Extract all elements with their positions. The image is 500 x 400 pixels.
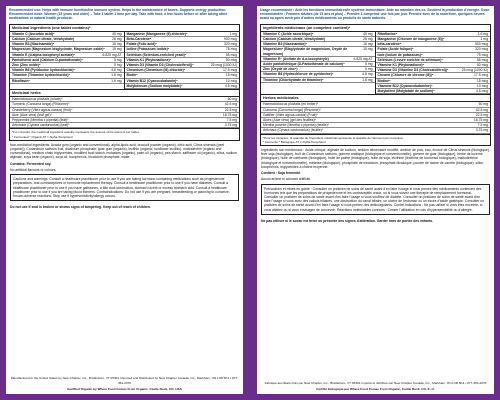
nutrient-amount: 15 mcg [225,73,237,78]
nutrient-amount: 1.6 mg [362,77,373,82]
usage-recommande [257,6,494,23]
ingredients-box [9,24,240,141]
french-label-panel [257,6,494,394]
herb-name: Turmeric (Curcuma longa) (Rhizome)⁶ [12,102,70,107]
non-medicinal-ingredients: Non-medicinal ingredients: Acacia gum (organic and conventional), alpha-lipoic acid, broccoli powder (organic), citric acid, Citrus sinensis (peel (organic)), Coriandrum sativum fruit, dicalcium phosphate, guar gum (organic), lecithin (organic, sunflower lecithin), maltodextrin (organic and conventional), medium chain triglycerides, modified food starch, molasses (organic), palm oil (organic), pea starch, safflower oil (organic), silica, sodium alginate, soya bean (organic), soya oil, tocopherols, tricalcium phosphate, water. [10,142,238,160]
herb-amount: 3.75 mg [475,128,488,133]
nutrient-name: Vitamine B3 (Niacinamide)⁶ [263,42,308,47]
herb-amount: 18.75 mg [222,112,237,117]
nutrient-name: Chrome (Chlorure de chrome (III))⁶ [377,73,434,78]
herb-amount: 7.5 mg [477,123,488,128]
herb-amount: 22.5 mg [475,112,488,117]
nutrient-amount: 900 mcg [223,37,237,42]
nutrient-name: Magnesium (Magnesium bisglycinate, Magnesium oxide)⁶ [12,47,105,52]
herb-name: Haematococcus pluvialis (en entier)⁶ [263,102,319,107]
nutrient-amount: 320 mcg [223,42,237,47]
nutrient-amount: 16 mg [112,42,122,47]
nutrient-name: Vitamin K1 (Phytonadione)⁶ [126,57,172,62]
manufacturer-text: Manufactured in the United States by New Chapter, Inc., Brattleboro, VT 05301 Imported and Distributed by New Chapter Canada, Inc., Markham, ON L3R 5K4 • 877-354-2076 [10,376,239,385]
nutrient-name: Thiamine (Chlorhydrate de thiamine)⁶ [263,77,324,82]
footnote-text-fr: *Pour les minéraux, la quantité de l'ingrédient médicinal représente la quantité de l'élément par comprimé. [263,135,404,140]
herb-amount: 18.75 mg [473,118,488,123]
organic-certification: Certified Organic by Where Food Comes From Organic, Castle Rock, CO, USA [67,386,182,391]
nutrient-amount: 50 mcg [225,57,237,62]
nutrient-name: Calcium (Calcium citrate, tetrahydrate) [12,37,75,42]
nutrient-name: Vitamin B12 (Cyanocobalamin)⁶ [126,78,178,83]
nutrient-name: Vitamine C (Acide ascorbique)⁶ [263,31,314,36]
nutrient-amount: 15 mg [112,47,122,52]
nutrient-amount: 45 mg [363,31,373,36]
cautions-box-fr: Précautions et mises en garde : Consulter un praticien de soins de santé avant d'en faire l'usage si vous prenez des médicaments contenant des hormones tels que les préparations de progestérone et les contraceptifs oraux, ou si vous suivez une thérapie de remplacement hormonal. Consulter un praticien de soins de santé avant d'en faire l'usage si vous souffrez de diabète. Consulter un praticien de soins de santé avant d'en faire l'usage si vous avez des calculs biliaires, une obstruction du canal biliaire, un ulcère de l'estomac ou un excès d'acide gastrique. Consulter un praticien de soins de santé avant d'en faire l'usage si vous prenez des anticoagulants. Contre-indications : Ne pas utiliser si vous êtes enceinte, si vous allaitez ou si vous envisagez de concevoir. Réactions indésirables connues : Cesser l'utilisation en cas d'hypersensibilité ou d'allergie. [261,184,490,215]
nutrient-name: Chromium (Chromium (III) chloride)⁶ [126,68,186,73]
nutrient-name: Zinc (Oxyde de zinc⁶) [263,67,298,72]
non-medicinal-ingredients-fr: Ingrédients non médicinaux : Acide citrique, alginate de sodium, amidon alimentaire modifié, amidon de pois, eau, écorce de Citrus sinensis (biologique), fève soja (biologique), fruit de Coriandrum sativum, gomme arabique (biologique et conventionnelle), gomme de guar (biologique), herbe de luzerne (biologique), huile de carthame (biologique), huile de palme (biologique), huile de soja, lécithine (lécithine de tournesol biologique), maltodextrine (biologique et conventionnelle), mélasse (biologique), phosphate de tricalcium, phosphate dicalcique, poudre de racine de carotte (biologique), silice, tocophérols, triglycérides à chaîne moyenne. [261,148,490,169]
ingredients-box-fr [260,24,491,146]
seal-warning-fr: Ne pas utiliser si le sceau est brisé ou présente des signes d'altération. Garder hors de portée des enfants. [261,218,434,223]
herb-name: Curcuma (Curcuma longa) (Rhizome)⁶ [263,107,321,112]
herb-name: Peppermint (Mentha x piperita) (leaf)⁶ [12,118,69,123]
nutrient-name: Vitamine E⁶ (Acétate de d-α-tocophéryle) [263,56,329,61]
contains-statement-fr: Contient : Soja fermenté. [261,171,302,176]
nutrient-name: Molybdène (Molybdate de sodium)⁶ [377,89,435,94]
nutrient-name: bêta-carotène⁶ [377,42,402,47]
nutrient-amount: 4.8 mg [362,72,373,77]
nutrient-amount: 17.5 mcg [223,68,237,73]
nutrient-amount: 6.825 mg AT [102,52,122,57]
nutrient-amount: 10 mcg [476,83,488,88]
usage-recommande-text: Usage recommandé : Aide les fonctions immunitaires/le système immunitaire. Aide au maintien des os. Soutient la production d'énergie. Dose recommandée : Femmes adultes (de 15 ans et plus) – Prendre 1 comprimé une fois par jour. Prendre avec de la nourriture, quelques heures avant ou après avoir pris d'autres médicaments ou produits de santé naturels. [260,8,490,21]
nutrient-name: Sélénium (Levure enrichie de sélénium)⁶ [377,57,443,62]
ingredients-title: Medicinal Ingredients (one tablet contains)* [10,25,239,32]
nutrient-name: Vitamin E (d-alpha tocopheryl acetate)⁶ [12,52,76,57]
herb-amount: 3.75 mg [224,123,237,128]
nutrient-name: Biotin⁶ [126,73,138,78]
nutrient-row [10,79,124,84]
nutrient-name: Vitamine B12 (Cyanocobalamine)⁶ [377,83,433,88]
nutrient-name: Vitamin D3 (Vitamin D3 (Cholecalciferol))⁶ [126,63,194,68]
manufacturer-block-fr [257,381,494,391]
nutrient-amount: 17.5 mcg [474,73,488,78]
nutrient-name: Manganese (Manganese (II) chloride)⁶ [126,31,188,36]
herb-amount: 60 mg [478,102,488,107]
recommended-use [6,6,243,23]
nutrient-name: Vitamine D3 (Vitamine D3 (Cholécalciférol))⁶ [377,68,449,73]
footnote-fr [261,134,490,145]
no-artificial-statement: No artificial flavours or colours. [10,167,57,172]
nutrient-amount: 55 mcg [476,57,488,62]
nutrient-name: Zinc (Zinc oxide)⁶ [12,63,41,68]
herb-amount: 60 mg [227,97,237,102]
herb-list [10,97,239,128]
nutrient-amount: 10 mcg [225,78,237,83]
nutrient-amount: 55 mcg [225,52,237,57]
nutrient-name: Acide pantothénique (D-Pantothénate de calcium)⁶ [263,62,345,67]
footnote-legend: ⁶ Fermented ⁶ Organic AT = Alpha-Tocopherol [12,134,73,139]
nutrient-amount: 1 mg [229,31,237,36]
nutrient-name: Beta-Carotene⁶ [126,37,152,42]
nutrient-amount: 1.6 mg [111,78,122,83]
nutrient-name: Biotine⁶ [377,78,391,83]
nutrient-amount: 5 mg [113,57,122,62]
footnote-text: *For minerals, the medicinal ingredient quantity represents the amount of the element per tablet. [12,130,140,135]
nutrient-column-right [125,32,240,89]
nutrient-name: Thiamine (Thiamine hydrochloride)⁶ [12,73,71,78]
nutrient-amount: 1.6 mg [477,31,488,36]
nutrient-name: Magnésium⁶ (Bisglycinate de magnésium, Oxyde de magnésium) [263,47,348,56]
herb-name: Aloès (Aloe vera) (gel des feuilles)⁶ [263,118,317,123]
herb-name: Artichaut (Cynara cardunculus) (feuille)⁶ [263,128,324,133]
nutrient-name: Vitamin B3 (Niacinamide)⁶ [12,42,55,47]
manufacturer-block [6,376,243,391]
herb-name: Haematococcus pluvialis (whole)⁶ [12,97,63,102]
nutrient-amount: 50 mcg [476,63,488,68]
nutrient-amount: 5 mg [113,63,122,68]
herb-amount: 42.5 mg [224,102,237,107]
nutrient-amount: 4.8 mg [111,68,122,73]
herb-name: Menthe poivrée (Mentha x piperita) (feuille)⁶ [263,123,330,128]
herb-amount: 42.5 mg [475,107,488,112]
no-artificial-statement-fr: Aucun arôme ni colorant artificiel. [261,177,312,182]
manufacturer-text-fr: Fabriqué aux États-Unis par New Chapter, Inc., Brattleboro, VT 05301 Importé et distribué par New Chapter Canada, Inc., Markham, ON L3R 5K4 • 877-354-2076 [264,380,487,385]
organic-certification-fr: Certifié biologique par Where Food Comes From Organic, Castle Rock, CO, É.-U. [316,386,435,391]
nutrient-name: Manganèse (Chlorure de manganèse (II))⁶ [377,37,445,42]
nutrient-name: Iodine (Potassium iodide)⁶ [126,47,170,52]
nutrient-amount: 320 mcg [474,47,488,52]
herb-name: Chasteberry (Vitex agnus-castus) (fruit)⁶ [12,107,73,112]
nutrient-name: Riboflavin⁶ [12,78,30,83]
nutrient-amount: 26 mg [363,37,373,42]
nutrient-name: Vitamin C (Ascorbic acid)⁶ [12,31,55,36]
nutrient-amount: 75 mcg [476,52,488,57]
footnote-legend-fr: ⁶ Fermenté ⁶ Biologique AT = Alpha-Tocophérol [263,139,326,144]
nutrient-name: Folate (Folic acid)⁶ [126,42,157,47]
nutrient-name: Riboflavine⁶ [377,31,398,36]
nutrient-amount: 16 mg [363,42,373,47]
nutrient-name: Vitamine K1 (Phytonadione)⁶ [377,63,425,68]
herb-name: Artichoke (Cynara cardunculus) (leaf)⁶ [12,123,70,128]
contains-statement: Contains: Fermented soy. [10,161,52,166]
seal-warning: Do not use if seal is broken or shows signs of tampering. Keep out of reach of children. [10,205,151,210]
nutrient-grid-fr [261,32,490,94]
footnote [10,128,239,139]
nutrient-amount: 4.5 mcg [475,89,488,94]
herb-name: Gattilier (Vitex agnus-castus) (Fruit)⁶ [263,112,318,117]
nutrient-column-left [10,32,125,89]
nutrient-amount: 75 mcg [225,47,237,52]
herb-list-fr [261,102,490,133]
nutrient-row [261,47,375,56]
nutrient-grid [10,32,239,89]
nutrient-amount: 25 mcg (1000 IU) [210,63,237,68]
nutrient-name: Iode (Iodure de potassium)⁶ [377,52,423,57]
nutrient-name: Vitamin B6 (Pyridoxine hydrochloride)⁶ [12,68,76,73]
nutrient-amount: 26 mg [112,37,122,42]
english-label-panel [6,6,243,394]
nutrient-amount: 4.5 mcg [224,83,237,88]
nutrient-name: Vitamine B6 (Hydrochlorure de pyridoxine)⁶ [263,72,334,77]
herb-amount: 7.5 mg [226,118,237,123]
nutrient-row [261,78,375,83]
nutrient-amount: 1 mg [480,37,488,42]
nutrient-row [125,84,240,89]
nutrient-amount: 1.6 mg [111,73,122,78]
nutrient-name: Folate (Acide folique)⁶ [377,47,414,52]
nutrient-row [376,89,491,94]
herbs-title-fr: Herbes médicinales [261,94,490,102]
herb-name: Aloe (Aloe vera) (leaf gel)⁶ [12,112,52,117]
nutrient-name: Calcium (Calcium citrate, tétrahydraté) [263,37,326,42]
nutrient-amount: 15 mcg [476,78,488,83]
nutrient-amount: 900 mcg [474,42,488,47]
nutrient-amount: 45 mg [112,31,122,36]
nutrient-name: Molybdenum (Sodium molybdate)⁶ [126,83,183,88]
recommended-use-text: Recommended use: Helps with immune function/the immune system. Helps in the maintenance of bones. Supports energy production. Recommended dose: Women (15 years and older) – Take 1 tablet 1 time per day. Take with food, a few hours before or after taking other medications or natural health products. [9,8,228,21]
nutrient-amount: 15 mg [363,47,373,52]
nutrient-column-right-fr [376,32,491,94]
nutrient-amount: 25 mcg (1000 IU) [461,68,488,73]
ingredients-title-fr: Ingrédients médicinaux (un comprimé contient)* [261,25,490,32]
nutrient-amount: 6.825 mg AT [353,56,373,61]
nutrient-amount: 5 mg [364,67,373,72]
nutrient-name: Selenium (Selenium-enriched yeast)⁶ [126,52,187,57]
nutrient-column-left-fr [261,32,376,94]
nutrient-name: Pantothenic acid (Calcium D-pantothenate)⁶ [12,57,83,62]
cautions-box: Cautions and warnings: Consult a healthcare practitioner prior to use if you are taking hormone-containing medications such as progesterone preparations, oral contraceptives or hormone replacement therapy. Consult a healthcare practitioner prior to use if you have diabetes. Consult a healthcare practitioner prior to use if you have gallstones, a bile duct obstruction, stomach ulcers or excess stomach acid. Consult a healthcare practitioner prior to use if you are taking blood thinners. Contraindications: Do not use if you are pregnant, breastfeeding or planning to conceive. Known adverse reactions: Stop use if hypersensitivity/allergy occurs. [10,174,239,201]
nutrient-amount: 5 mg [364,62,373,67]
herb-amount: 22.5 mg [224,107,237,112]
herbs-title: Medicinal herbs [10,89,239,97]
